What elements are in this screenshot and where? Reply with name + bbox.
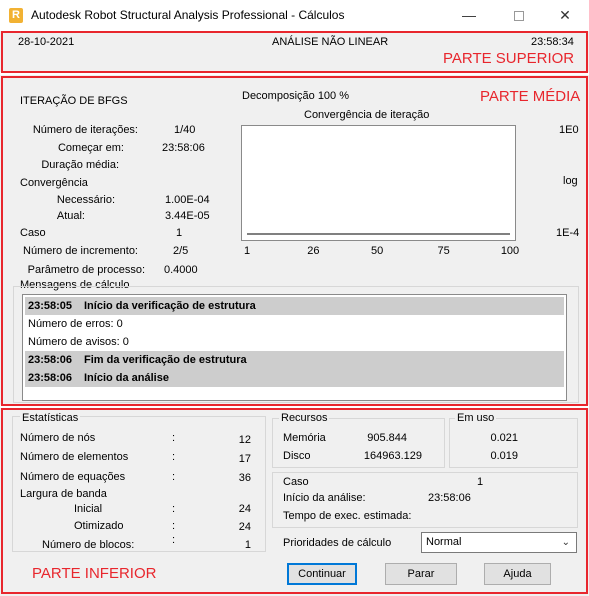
message-text: Início da análise <box>84 372 169 384</box>
avg-duration-label: Duração média: <box>41 159 119 171</box>
message-text: Número de avisos: 0 <box>28 336 129 348</box>
stat-elements-label: Número de elementos <box>20 451 129 463</box>
increment-label: Número de incremento: <box>23 245 138 257</box>
chart-title: Convergência de iteração <box>304 109 430 121</box>
statistics-title: Estatísticas <box>22 412 79 424</box>
bandwidth-optimized-sep: : <box>172 520 176 532</box>
priority-selected-value: Normal <box>426 536 462 548</box>
stat-equations-value: 36 <box>238 472 251 484</box>
message-time: 23:58:06 <box>28 354 73 366</box>
message-text: Fim da verificação de estrutura <box>84 354 247 366</box>
memory-value: 905.844 <box>367 432 407 444</box>
required-value: 1.00E-04 <box>165 194 210 206</box>
message-time: 23:58:06 <box>28 372 73 384</box>
blocks-label: Número de blocos: <box>42 539 135 551</box>
x-tick-label: 75 <box>437 245 450 257</box>
process-parameter-label: Parâmetro de processo: <box>27 264 145 276</box>
stop-button-label: Parar <box>407 568 435 580</box>
memory-in-use-value: 0.021 <box>490 432 518 444</box>
stat-nodes-value: 12 <box>238 434 251 446</box>
priority-label: Prioridades de cálculo <box>283 537 392 549</box>
required-label: Necessário: <box>56 194 115 206</box>
x-tick-label: 1 <box>243 245 251 257</box>
message-row[interactable] <box>25 351 564 369</box>
in-use-title: Em uso <box>457 412 495 424</box>
bandwidth-initial-label: Inicial <box>74 503 103 515</box>
messages-list[interactable] <box>22 294 567 401</box>
y-axis-top-label: 1E0 <box>559 124 579 136</box>
y-axis-bottom-label: 1E-4 <box>556 227 580 239</box>
bfgs-section-title: ITERAÇÃO DE BFGS <box>20 95 128 107</box>
messages-label: Mensagens de cálculo <box>20 279 130 291</box>
robot-app-icon: R <box>9 8 23 23</box>
iterations-value: 1/40 <box>174 124 196 136</box>
message-row[interactable] <box>25 369 564 387</box>
resources-title: Recursos <box>281 412 328 424</box>
stat-elements-sep: : <box>172 451 176 463</box>
case-value: 1 <box>176 227 183 239</box>
convergence-chart-svg <box>242 126 515 240</box>
start-label: Começar em: <box>57 142 124 154</box>
bandwidth-optimized-label: Otimizado <box>74 520 124 532</box>
blocks-sep: : <box>172 534 176 546</box>
minimize-icon: — <box>462 7 476 23</box>
analysis-case-label: Caso <box>283 476 309 488</box>
convergence-label: Convergência <box>20 177 88 189</box>
header-date: 28-10-2021 <box>18 36 75 48</box>
bandwidth-initial-sep: : <box>172 503 176 515</box>
disk-in-use-value: 0.019 <box>490 450 518 462</box>
x-tick-label: 26 <box>307 245 320 257</box>
bandwidth-initial-value: 24 <box>238 503 251 515</box>
disk-value: 164963.129 <box>363 450 422 462</box>
convergence-chart <box>241 125 516 241</box>
case-label: Caso <box>20 227 46 239</box>
current-label: Atual: <box>56 210 85 222</box>
bandwidth-label: Largura de banda <box>20 488 107 500</box>
memory-label: Memória <box>283 432 326 444</box>
message-row[interactable] <box>25 315 564 333</box>
middle-section-annotation: PARTE MÉDIA <box>480 88 581 105</box>
message-row[interactable] <box>25 297 564 315</box>
stat-nodes-sep: : <box>172 432 176 444</box>
minimize-button[interactable] <box>454 4 484 26</box>
message-text: Início da verificação de estrutura <box>84 300 256 312</box>
analysis-start-label: Início da análise: <box>283 492 366 504</box>
blocks-value: 1 <box>244 539 251 551</box>
header-mode: ANÁLISE NÃO LINEAR <box>272 36 389 48</box>
iterations-label: Número de iterações: <box>32 124 138 136</box>
disk-label: Disco <box>283 450 311 462</box>
stat-equations-label: Número de equações <box>20 471 126 483</box>
stop-button[interactable] <box>385 563 457 585</box>
message-text: Número de erros: 0 <box>28 318 123 330</box>
process-parameter-value: 0.4000 <box>164 264 198 276</box>
maximize-icon <box>514 11 524 21</box>
estimated-time-label: Tempo de exec. estimada: <box>283 510 412 522</box>
maximize-button[interactable] <box>504 4 534 26</box>
increment-value: 2/5 <box>173 245 189 257</box>
continue-button-label: Continuar <box>298 568 346 580</box>
current-value: 3.44E-05 <box>165 210 210 222</box>
help-button-label: Ajuda <box>503 568 532 580</box>
analysis-case-value: 1 <box>477 476 484 488</box>
start-value: 23:58:06 <box>162 142 205 154</box>
help-button[interactable] <box>484 563 551 585</box>
bottom-section-annotation: PARTE INFERIOR <box>32 565 157 582</box>
analysis-start-value: 23:58:06 <box>428 492 471 504</box>
chevron-down-icon: ⌄ <box>561 537 570 548</box>
message-time: 23:58:05 <box>28 300 73 312</box>
stat-nodes-label: Número de nós <box>20 432 96 444</box>
x-tick-label: 100 <box>500 245 520 257</box>
decomposition-label: Decomposição 100 % <box>242 90 350 102</box>
y-axis-scale-label: log <box>563 175 578 187</box>
continue-button[interactable] <box>287 563 357 585</box>
close-button[interactable] <box>550 4 580 26</box>
header-time: 23:58:34 <box>531 36 574 48</box>
bandwidth-optimized-value: 24 <box>238 521 251 533</box>
x-tick-label: 50 <box>371 245 384 257</box>
close-icon: ✕ <box>559 7 571 23</box>
priority-select[interactable] <box>421 532 577 553</box>
stat-equations-sep: : <box>172 471 176 483</box>
window-title: Autodesk Robot Structural Analysis Professional - Cálculos <box>31 8 345 22</box>
stat-elements-value: 17 <box>238 453 251 465</box>
top-section-annotation: PARTE SUPERIOR <box>443 50 575 67</box>
message-row[interactable] <box>25 333 564 351</box>
